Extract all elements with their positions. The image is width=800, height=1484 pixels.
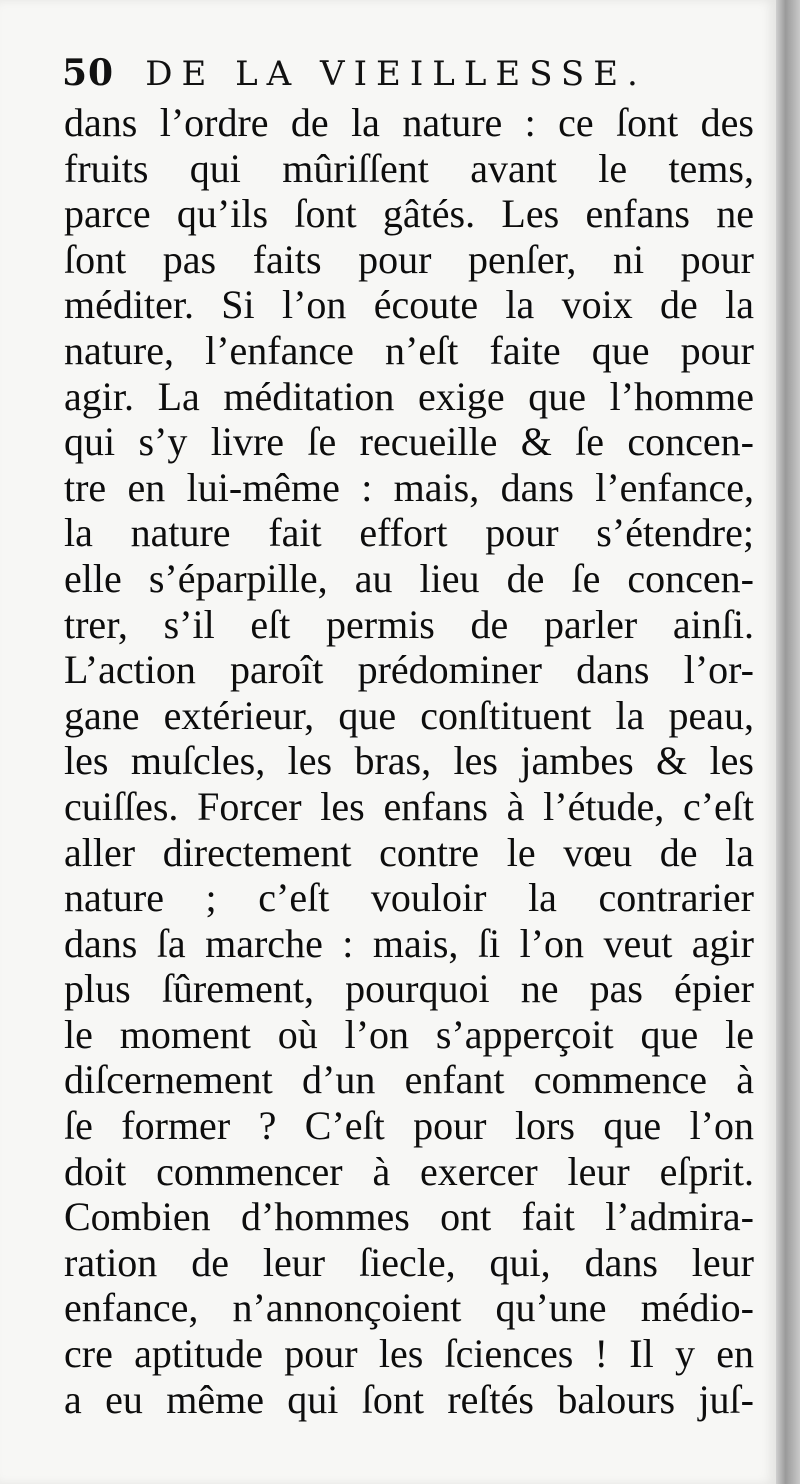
running-head: DE LA VIEILLESSE. <box>145 54 647 94</box>
text-line: tre en lui-même : mais, dans l’enfance, <box>64 464 754 510</box>
page-number: 50 <box>62 52 115 94</box>
text-line: enfance, n’annonçoient qu’une médio- <box>64 1285 754 1331</box>
text-line: plus ſûrement, pourquoi ne pas épier <box>64 966 754 1012</box>
text-line: la nature fait effort pour s’étendre; <box>64 510 754 556</box>
text-line: aller directement contre le vœu de la <box>64 829 754 875</box>
text-line: doit commencer à exercer leur eſprit. <box>64 1148 754 1194</box>
text-line: diſcernement d’un enfant commence à <box>64 1057 754 1103</box>
text-line: agir. La méditation exige que l’homme <box>64 373 754 419</box>
text-line: ſont pas faits pour penſer, ni pour <box>64 236 754 282</box>
text-line: qui s’y livre ſe recueille & ſe concen- <box>64 419 754 465</box>
text-line: trer, s’il eſt permis de parler ainſi. <box>64 601 754 647</box>
text-line: nature ; c’eſt vouloir la contrarier <box>64 875 754 921</box>
text-line: parce qu’ils ſont gâtés. Les enfans ne <box>64 191 754 237</box>
text-line: a eu même qui ſont reſtés balours juſ- <box>64 1376 754 1422</box>
text-line: gane extérieur, que conſtituent la peau, <box>64 692 754 738</box>
text-line: L’action paroît prédominer dans l’or- <box>64 647 754 693</box>
text-line: dans l’ordre de la nature : ce ſont des <box>64 100 754 145</box>
text-line: dans ſa marche : mais, ſi l’on veut agir <box>64 920 754 966</box>
text-line: ſe former ? C’eſt pour lors que l’on <box>64 1103 754 1149</box>
page-gutter <box>776 0 800 1484</box>
text-line: cre aptitude pour les ſciences ! Il y en <box>64 1331 754 1377</box>
text-line: les muſcles, les bras, les jambes & les <box>64 738 754 784</box>
text-line: elle s’éparpille, au lieu de ſe concen- <box>64 555 754 601</box>
text-line: le moment où l’on s’apperçoit que le <box>64 1011 754 1057</box>
text-line: fruits qui mûriſſent avant le tems, <box>64 145 754 191</box>
text-line: ration de leur ſiecle, qui, dans leur <box>64 1239 754 1285</box>
page-header <box>62 52 752 102</box>
body-text <box>64 100 754 1422</box>
text-line: cuiſſes. Forcer les enfans à l’étude, c’eſt <box>64 783 754 829</box>
text-line: nature, l’enfance n’eſt faite que pour <box>64 327 754 373</box>
text-line: Combien d’hommes ont fait l’admira- <box>64 1194 754 1240</box>
text-line: méditer. Si l’on écoute la voix de la <box>64 282 754 328</box>
